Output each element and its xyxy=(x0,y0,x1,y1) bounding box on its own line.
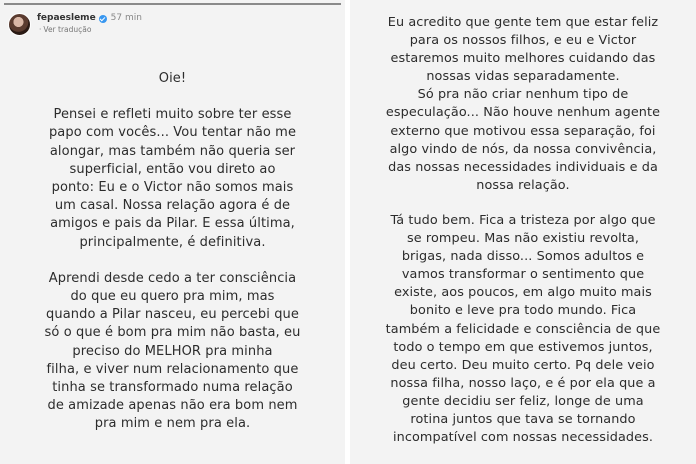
avatar[interactable] xyxy=(8,13,31,36)
paragraph: Tá tudo bem. Fica a tristeza por algo que se rompeu. Mas não existiu revolta, brigas, nada disso... Somos adultos e vamos transformar o sentimento que existe, aos poucos, em algo muito mais bonito e leve pra todo mundo. Fica também a felicidade e consciência de que todo o tempo em que estivemos juntos, deu certo. Deu muito certo. Pq dele veio nossa filha, nosso laço, e é por ela que a gente decidiu ser feliz, longe de uma rotina juntos que tava se tornando incompatível com nossas necessidades. xyxy=(385,212,661,446)
username[interactable]: fepaesleme xyxy=(37,13,96,23)
post-time: 57 min xyxy=(110,13,142,23)
paragraph: Só pra não criar nenhum tipo de especulação... Não houve nenhum agente externo que motivou essa separação, foi algo vindo de nós, da nossa convivência, das nossas necessidades individuais e da nossa relação. xyxy=(385,87,661,193)
story-progress-fill xyxy=(4,3,341,5)
story-progress-bar xyxy=(4,3,341,5)
paragraph: Aprendi desde cedo a ter consciência do que eu quero pra mim, mas quando a Pilar nasceu, eu percebi que só o que é bom pra mim não basta, eu preciso do MELHOR pra minha filha, e viver num relacionamento que tinha se transformado numa relação de amizade apenas não era bom nem pra mim e nem pra ela. xyxy=(44,270,301,432)
translate-row xyxy=(37,24,142,35)
paragraph: Eu acredito que gente tem que estar feliz para os nossos filhos, e eu e Victor estaremos muito melhores cuidando das nossas vidas separadamente. xyxy=(387,15,659,85)
story-header-text xyxy=(37,13,142,35)
story-panel-left xyxy=(0,0,345,464)
username-row xyxy=(37,13,142,24)
dot-separator-icon: · xyxy=(39,25,42,34)
greeting: Oie! xyxy=(158,71,187,86)
translate-link[interactable]: Ver tradução xyxy=(43,25,92,34)
story-text-right xyxy=(350,14,696,447)
paragraph: Pensei e refleti muito sobre ter esse papo com vocês... Vou tentar não me alongar, mas também não queria ser superficial, então vou direto ao ponto: Eu e o Victor não somos mais um casal. Nossa relação agora é de amigos e pais da Pilar. E essa última, principalmente, é definitiva. xyxy=(48,107,297,250)
story-header xyxy=(8,11,337,37)
story-panel-right xyxy=(350,0,696,464)
verified-badge-icon xyxy=(99,15,107,23)
story-text-left xyxy=(0,70,345,434)
